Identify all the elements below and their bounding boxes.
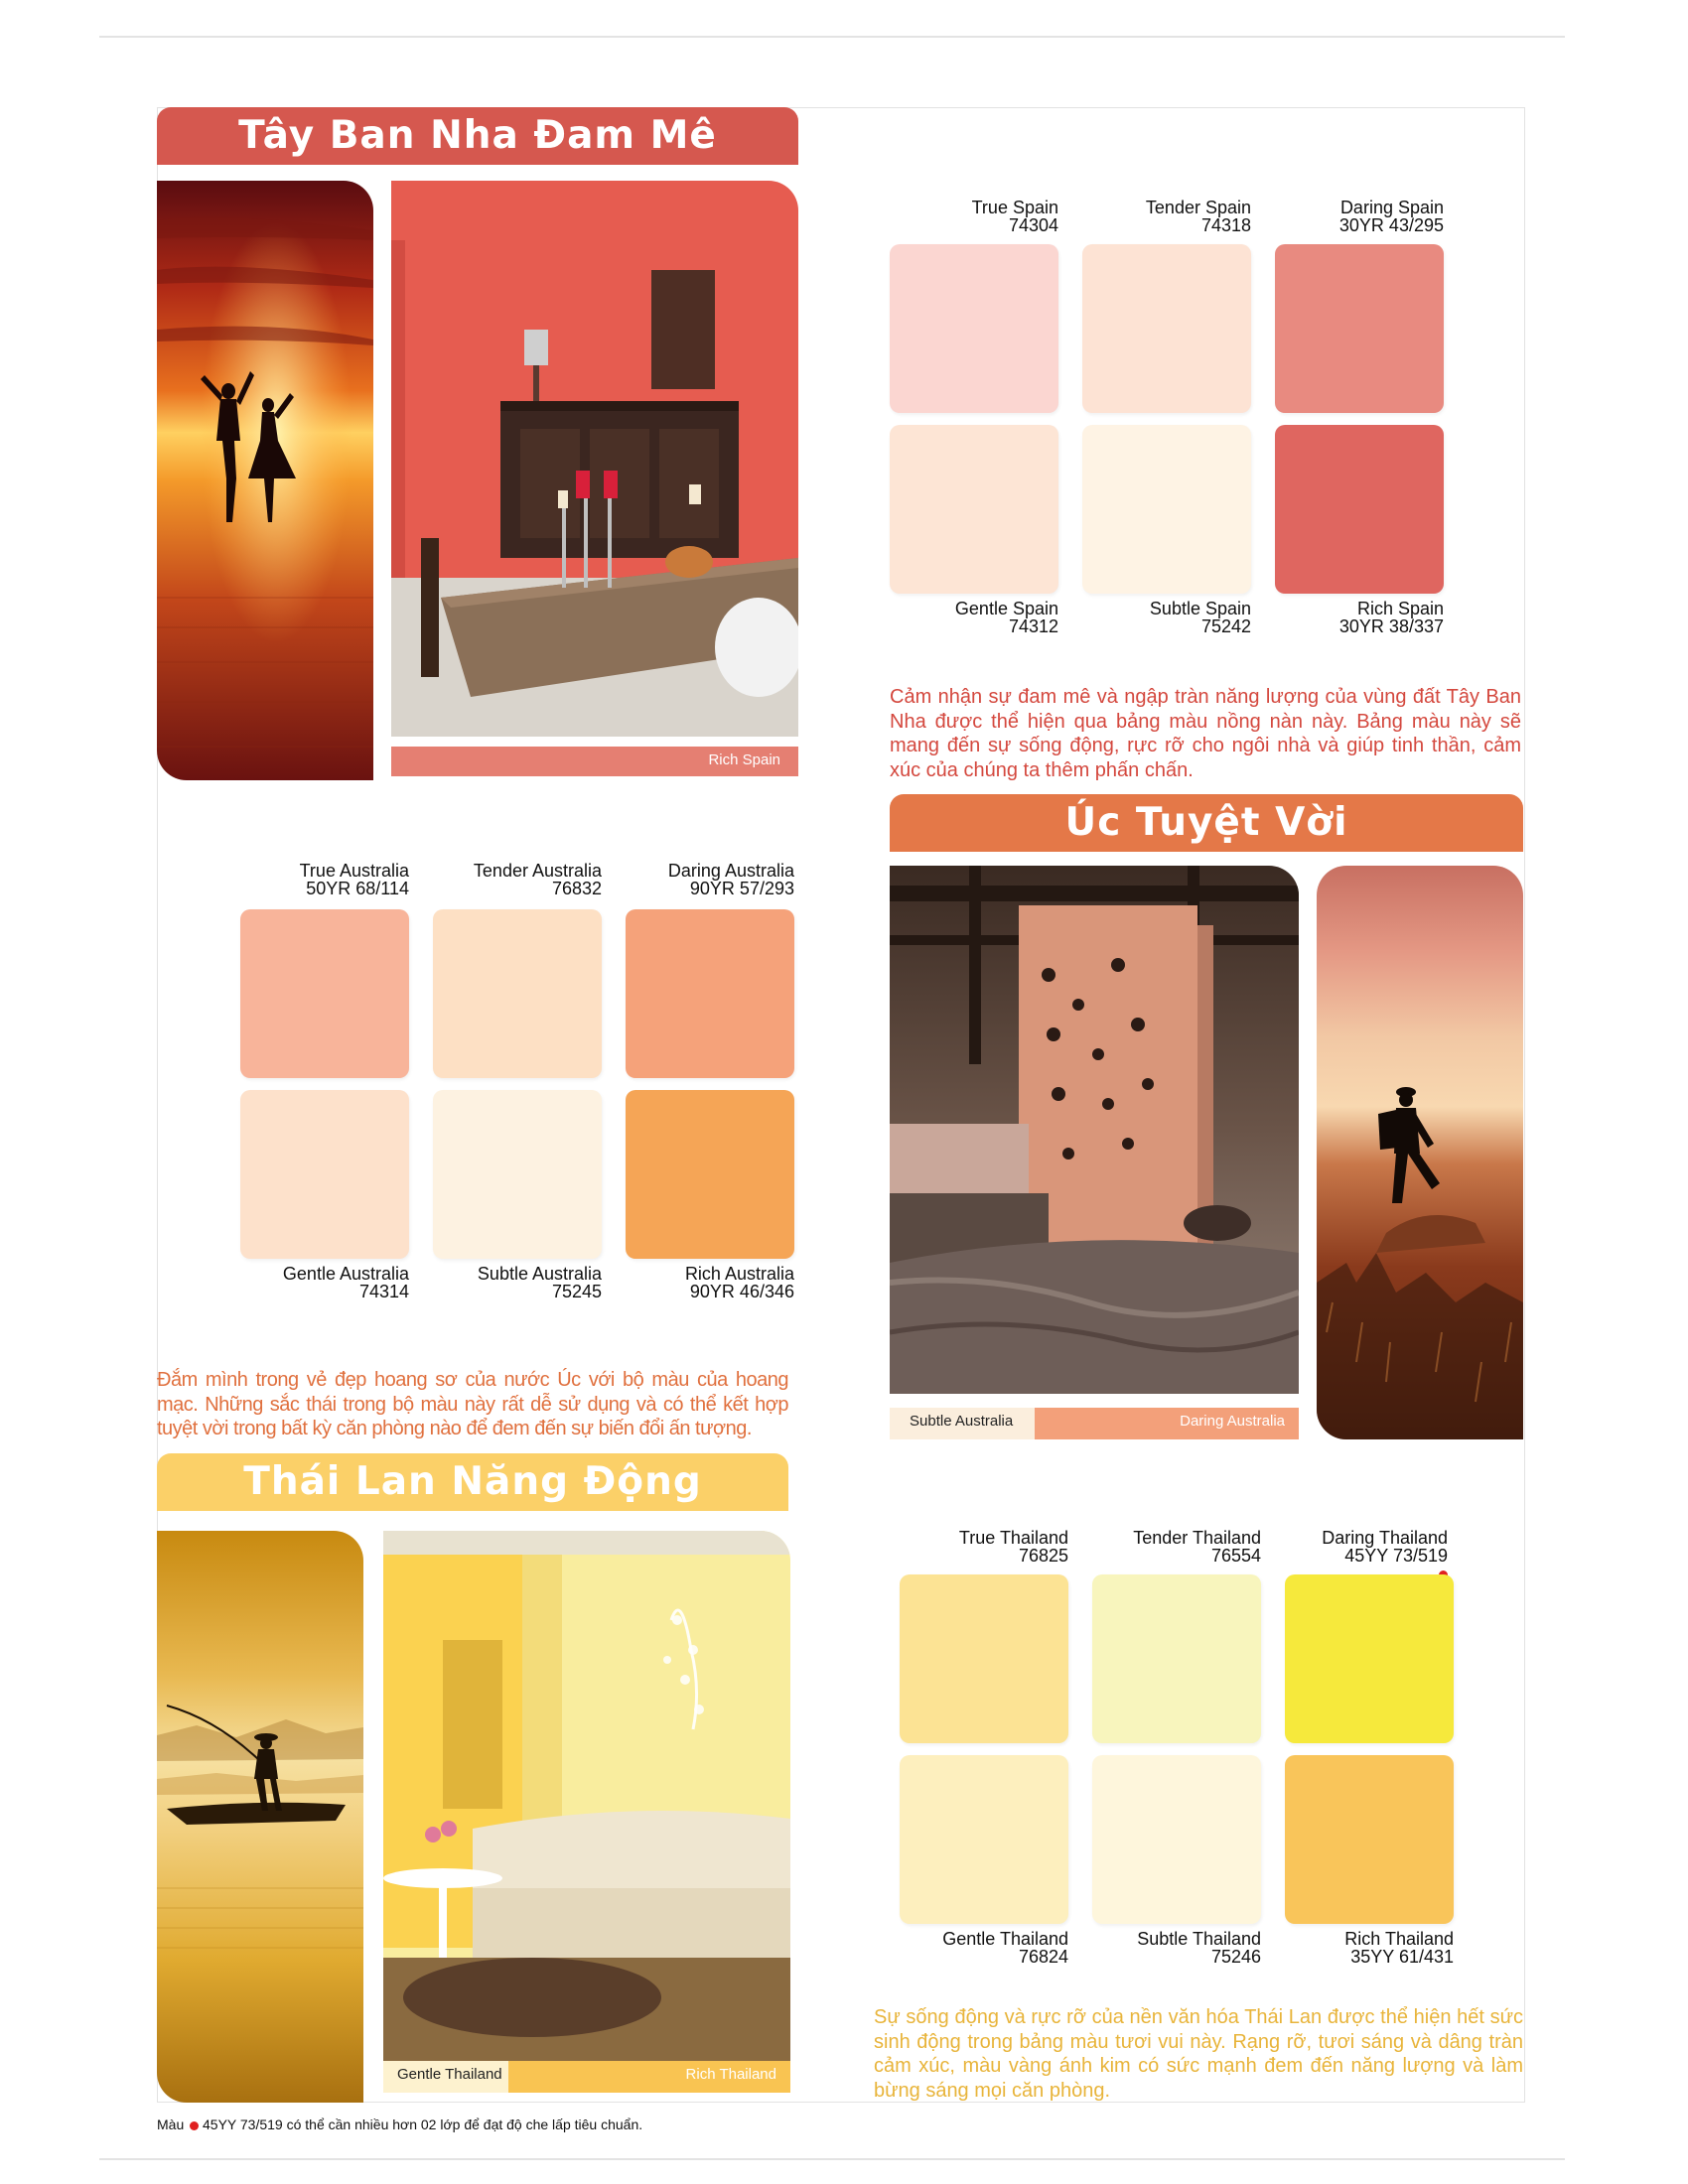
swatch-label-true-australia: True Australia 50YR 68/114 [299,861,409,898]
swatch-label-rich-thailand: Rich Thailand 35YY 61/431 [1344,1929,1454,1967]
swatch-label-gentle-spain: Gentle Spain 74312 [954,599,1058,636]
swatch-subtle-thailand [1092,1755,1261,1924]
swatch-rich-thailand [1285,1755,1454,1924]
spain-description: Cảm nhận sự đam mê và ngập tràn năng lượng của vùng đất Tây Ban Nha được thể hiện qua bảng màu nồng nàn này. Bảng màu này sẽ mang đến sự sống động, rực rỡ cho ngôi nhà và giúp tinh thần, cảm xúc của chúng ta thêm phấn chấn. [890,686,1521,781]
swatch-daring-australia [626,909,794,1078]
swatch-rich-australia [626,1090,794,1259]
swatch-label-true-thailand: True Thailand 76825 [958,1528,1068,1566]
swatch-true-spain [890,244,1058,413]
swatch-label-tender-australia: Tender Australia 76832 [473,861,602,898]
swatch-gentle-thailand [900,1755,1068,1924]
swatch-tender-thailand [1092,1574,1261,1743]
footnote-dot [190,2121,199,2130]
swatch-subtle-australia [433,1090,602,1259]
swatch-label-tender-spain: Tender Spain 74318 [1145,198,1251,235]
swatch-daring-thailand [1285,1574,1454,1743]
australia-title-banner [890,794,1523,852]
spain-photo-caption-bar [391,747,798,776]
swatch-label-rich-spain: Rich Spain 30YR 38/337 [1338,599,1444,636]
spain-room-photo [391,181,798,737]
thailand-title-banner [157,1453,788,1511]
swatch-label-daring-thailand: Daring Thailand 45YY 73/519 [1229,1529,1448,1582]
swatch-true-thailand [900,1574,1068,1743]
swatch-label-subtle-australia: Subtle Australia 75245 [477,1264,602,1301]
swatch-daring-spain [1275,244,1444,413]
swatch-label-daring-australia: Daring Australia 90YR 57/293 [667,861,794,898]
spain-title: Tây Ban Nha Đam Mê [238,113,717,158]
australia-room-photo [890,866,1299,1394]
thailand-description: Sự sống động và rực rỡ của nền văn hóa Thái Lan được thể hiện hết sức sinh động trong bảng màu tươi vui này. Rạng rỡ, tươi sáng và dâng tràn cảm xúc, màu vàng ánh kim có sức mạnh đem đến năng lượng và làm bừng sáng mọi căn phòng. [874,2006,1523,2102]
swatch-label-subtle-spain: Subtle Spain 75242 [1149,599,1251,636]
australia-photo-caption-right: Daring Australia [1035,1408,1299,1439]
australia-description: Đắm mình trong vẻ đẹp hoang sơ của nước Úc với bộ màu của hoang mạc. Những sắc thái trong bộ màu này rất dễ sử dụng và có thể kết hợp tuyệt vời trong bất kỳ căn phòng nào để đem đến sự biến đổi ấn tượng. [157,1369,788,1439]
top-rule [99,36,1565,38]
swatch-label-true-spain: True Spain 74304 [971,198,1058,235]
swatch-label-subtle-thailand: Subtle Thailand 75246 [1137,1929,1261,1967]
swatch-rich-spain [1275,425,1444,594]
thailand-photo-caption-right: Rich Thailand [508,2061,790,2093]
thailand-photo-caption-left: Gentle Thailand [383,2061,508,2093]
swatch-gentle-australia [240,1090,409,1259]
swatch-label-daring-spain: Daring Spain 30YR 43/295 [1338,198,1444,235]
footnote-text: 45YY 73/519 có thể cần nhiều hơn 02 lớp để đạt độ che lấp tiêu chuẩn. [203,2116,643,2132]
thailand-title: Thái Lan Năng Động [243,1459,702,1504]
swatch-gentle-spain [890,425,1058,594]
spain-title-banner [157,107,798,165]
australia-photo-caption-left: Subtle Australia [890,1408,1035,1439]
swatch-tender-spain [1082,244,1251,413]
swatch-label-rich-australia: Rich Australia 90YR 46/346 [684,1264,794,1301]
australia-hiker-photo [1317,866,1523,1439]
spain-dancers-photo [157,181,373,780]
swatch-label-gentle-australia: Gentle Australia 74314 [282,1264,409,1301]
swatch-true-australia [240,909,409,1078]
swatch-label-gentle-thailand: Gentle Thailand 76824 [942,1929,1068,1967]
swatch-tender-australia [433,909,602,1078]
spain-photo-caption: Rich Spain [708,751,780,768]
footnote-prefix: Màu [157,2116,185,2132]
swatch-subtle-spain [1082,425,1251,594]
australia-title: Úc Tuyệt Vời [1064,800,1348,845]
bottom-rule [99,2158,1565,2160]
footnote [157,2116,642,2132]
swatch-label-tender-thailand: Tender Thailand 76554 [1133,1528,1261,1566]
thailand-fisherman-photo [157,1531,363,2103]
thailand-room-photo [383,1531,790,2065]
